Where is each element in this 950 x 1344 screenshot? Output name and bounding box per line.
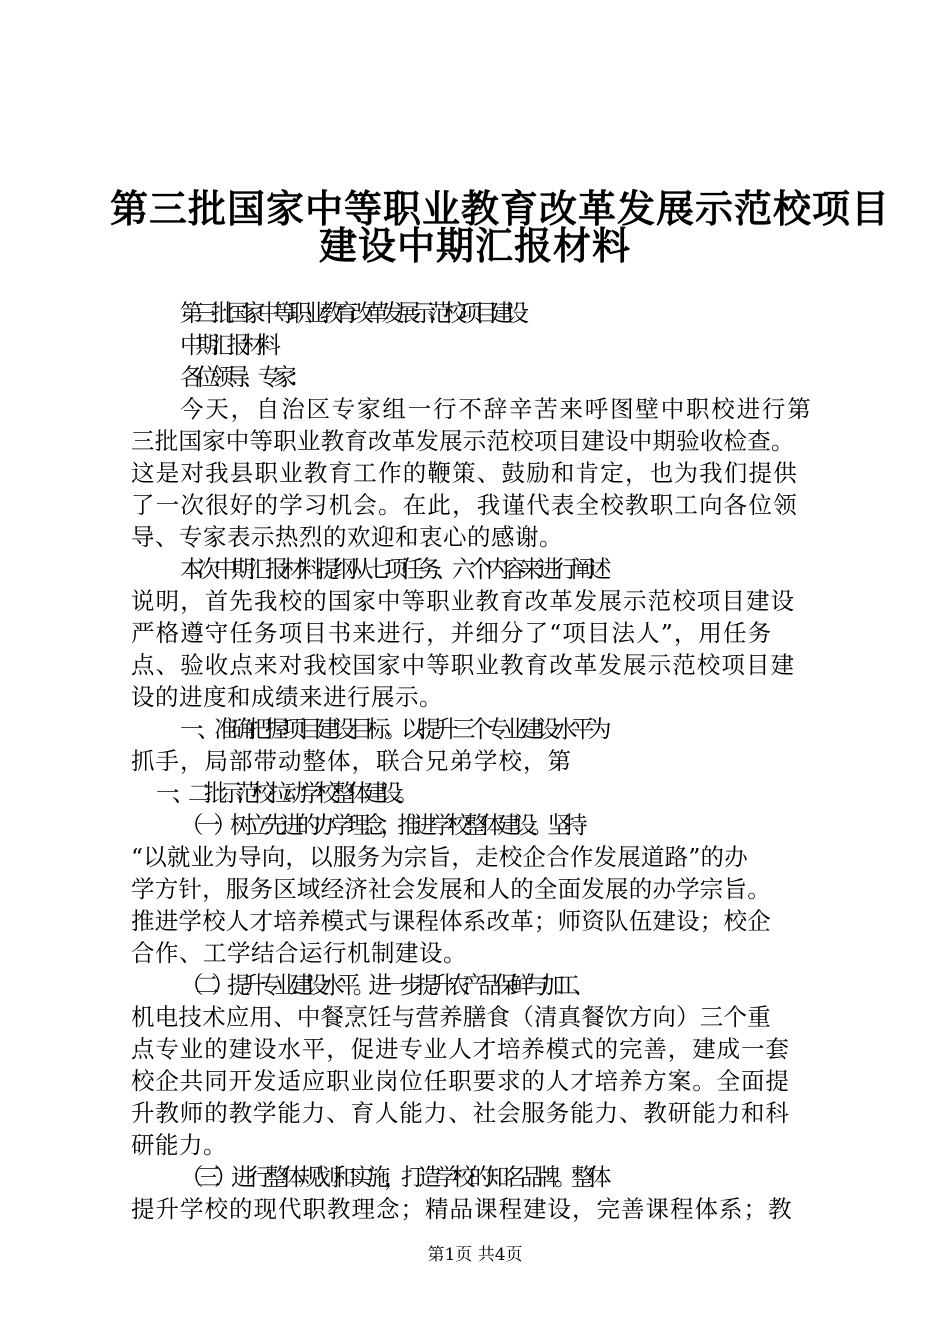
body-line: （三）进行整体规划和实施，打造学校的知名品牌。整体 (180, 1163, 605, 1191)
body-line: 研能力。 (131, 1131, 227, 1159)
document-title-line-1: 第三批国家中等职业教育改革发展示范校项目 (110, 186, 891, 231)
body-line: 机电技术应用、中餐烹饪与营养膳食（清真餐饮方向）三个重 (131, 1003, 771, 1031)
body-line: （一）树立先进的办学理念，推进学校整体建设。坚持 (180, 811, 581, 839)
body-line: 三批国家中等职业教育改革发展示范校项目建设中期验收检查。 (131, 427, 795, 455)
body-line: “以就业为导向，以服务为宗旨，走校企合作发展道路”的办 (131, 843, 748, 871)
body-line: 一、二批示范校拉动学校整体建设。 (156, 779, 412, 807)
page-number-footer: 第1页 共4页 (427, 1245, 523, 1265)
body-line: 合作、工学结合运行机制建设。 (131, 939, 467, 967)
body-line: 升教师的教学能力、育人能力、社会服务能力、教研能力和科 (131, 1099, 790, 1127)
body-line: 第三批国家中等职业教育改革发展示范校项目建设 (180, 299, 521, 327)
body-line: 这是对我县职业教育工作的鞭策、鼓励和肯定，也为我们提供 (131, 459, 798, 487)
body-line: 点、验收点来对我校国家中等职业教育改革发展示范校项目建 (131, 651, 796, 679)
body-line: 提升学校的现代职教理念；精品课程建设，完善课程体系；教 (131, 1195, 793, 1223)
body-line: 说明，首先我校的国家中等职业教育改革发展示范校项目建设 (131, 587, 796, 615)
body-line: 本次中期汇报材料提纲从七项任务、六个内容来进行阐述 (180, 555, 605, 583)
body-line: （二）提升专业建设水平。进一步提升农产品保鲜与加工、 (180, 971, 589, 999)
body-line: 设的进度和成绩来进行展示。 (131, 683, 443, 711)
body-line: 导、专家表示热烈的欢迎和衷心的感谢。 (131, 523, 563, 551)
body-line: 抓手，局部带动整体，联合兄弟学校，第 (131, 747, 572, 775)
body-line: 今天，自治区专家组一行不辞辛苦来呼图壁中职校进行第 (180, 395, 813, 423)
body-line: 学方针，服务区域经济社会发展和人的全面发展的办学宗旨。 (131, 875, 771, 903)
body-line: 中期汇报材料 (180, 331, 273, 359)
body-line: 点专业的建设水平，促进专业人才培养模式的完善，建成一套 (131, 1035, 790, 1063)
document-title-line-2: 建设中期汇报材料 (318, 223, 631, 268)
body-line: 了一次很好的学习机会。在此，我谨代表全校教职工向各位领 (131, 491, 798, 519)
body-line: 一、准确把握项目建设目标。以提升三个专业建设水平为 (180, 715, 605, 743)
body-line: 严格遵守任务项目书来进行，并细分了“项目法人”，用任务 (131, 619, 773, 647)
body-line: 推进学校人才培养模式与课程体系改革；师资队伍建设；校企 (131, 907, 771, 935)
body-line: 各位领导、专家： (180, 363, 304, 391)
body-line: 校企共同开发适应职业岗位任职要求的人才培养方案。全面提 (131, 1067, 790, 1095)
